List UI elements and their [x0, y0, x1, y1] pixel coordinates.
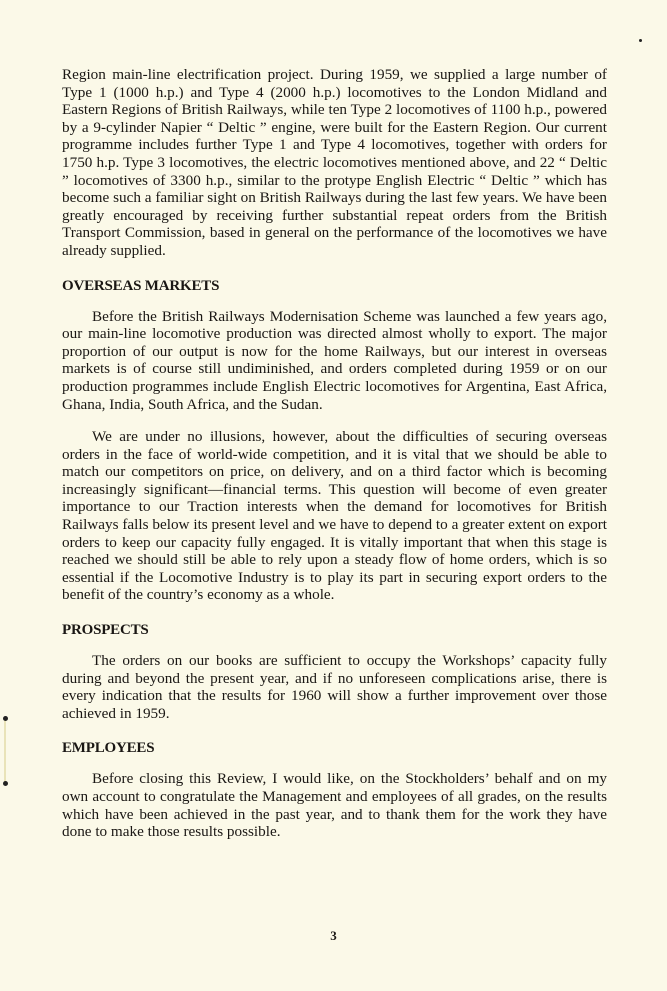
page-edge-shadow [4, 720, 6, 782]
section-heading: EMPLOYEES [62, 740, 155, 757]
paragraph: The orders on our books are sufficient to occupy the Workshops’ capacity fully during and beyond the present year, and if no unforeseen complications arise, there is every indication that the results for 1960 will show a further improvement over those achieved in 1959. [62, 652, 607, 722]
binding-hole-mark [3, 716, 8, 721]
section-overseas-markets [62, 277, 607, 605]
intro-paragraph: Region main-line electrification project. During 1959, we supplied a large number of Type 1 (1000 h.p.) and Type 4 (2000 h.p.) locomotives to the London Midland and Eastern Regions of British Railways, while ten Type 2 locomotives of 1100 h.p., powered by a 9-cylinder Napier “ Deltic ” engine, were built for the Eastern Region. Our current programme includes further Type 1 and Type 4 locomotives, together with orders for 1750 h.p. Type 3 locomotives, the electric locomotives mentioned above, and 22 “ Deltic ” locomotives of 3300 h.p., similar to the protype English Electric “ Deltic ” which has become such a familiar sight on British Railways during the last few years. We have been greatly encouraged by receiving further substantial repeat orders from the British Transport Commission, based in general on the performance of the locomotives we have already supplied. [62, 66, 607, 259]
paragraph: We are under no illusions, however, about the difficulties of securing overseas orders in the face of world-wide competition, and it is vital that we should be able to match our competitors on price, on delivery, and on a third factor which is becoming increasingly significant—financial terms. This question will become of even greater importance to our Traction interests when the demand for locomotives for British Railways falls below its present level and we have to depend to a greater extent on export orders to keep our capacity fully engaged. It is vitally important that when this stage is reached we should still be able to rely upon a steady flow of home orders, which is so essential if the Locomotive Industry is to play its part in securing export orders to the benefit of the country’s economy as a whole. [62, 428, 607, 604]
section-prospects [62, 621, 607, 722]
paragraph: Before closing this Review, I would like, on the Stockholders’ behalf and on my own account to congratulate the Management and employees of all grades, on the results which have been achieved in the past year, and to thank them for the work they have done to make those results possible. [62, 770, 607, 841]
page-number: 3 [330, 928, 337, 943]
binding-hole-mark [3, 781, 8, 786]
section-heading: PROSPECTS [62, 622, 149, 639]
paragraph: Before the British Railways Modernisation Scheme was launched a few years ago, our main-line locomotive production was directed almost wholly to export. The major proportion of our output is now for the home Railways, but our interest in overseas markets is of course still undiminished, and orders completed during 1959 or on our production programmes include English Electric locomotives for Argentina, East Africa, Ghana, India, South Africa, and the Sudan. [62, 307, 607, 413]
speck-mark [639, 39, 642, 42]
section-employees [62, 739, 607, 840]
section-heading: OVERSEAS MARKETS [62, 277, 220, 294]
document-page [62, 66, 607, 841]
